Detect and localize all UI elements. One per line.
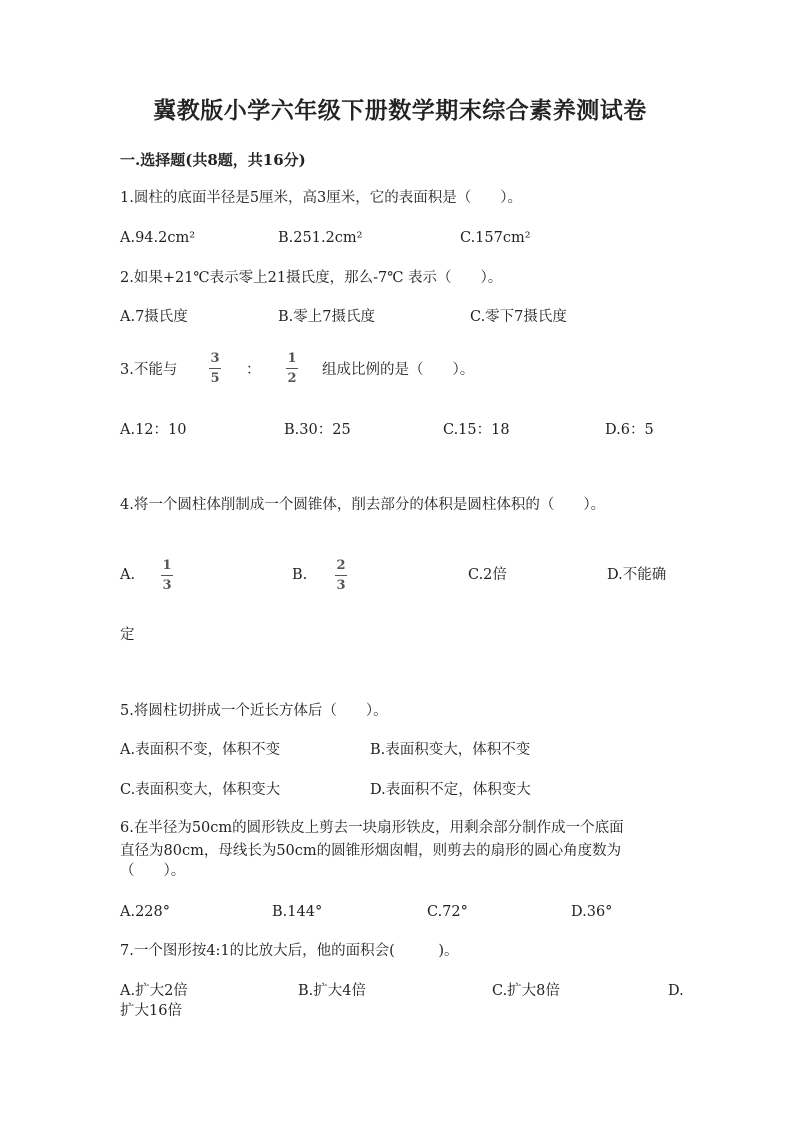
- page-title: 冀教版小学六年级下册数学期末综合素养测试卷: [153, 97, 647, 124]
- fraction-numerator: 1: [287, 351, 297, 366]
- fraction-bar: [209, 368, 221, 369]
- question-3-stem-after: 组成比例的是（ ）。: [322, 362, 475, 378]
- question-5-stem: 5.将圆柱切拼成一个近长方体后（ ）。: [120, 703, 388, 719]
- question-6-stem-line-1: 6.在半径为50cm的圆形铁皮上剪去一块扇形铁皮，用剩余部分制作成一个底面: [120, 820, 624, 836]
- question-3-option-a: A.12：10: [120, 422, 187, 438]
- fraction-numerator: 3: [210, 351, 220, 366]
- question-7-option-c: C.扩大8倍: [492, 983, 560, 999]
- fraction-bar: [286, 368, 298, 369]
- question-7-stem: 7.一个图形按4:1的比放大后，他的面积会( )。: [120, 943, 459, 959]
- question-1-option-b: B.251.2cm²: [278, 230, 363, 246]
- question-5-option-c: C.表面积变大，体积变大: [120, 782, 281, 798]
- question-3-option-d: D.6：5: [605, 422, 654, 438]
- question-5-option-d: D.表面积不定，体积变大: [370, 782, 531, 798]
- question-2-option-a: A.7摄氏度: [120, 309, 188, 325]
- question-6-stem-line-3: （ ）。: [120, 863, 186, 879]
- question-3-stem-before: 3.不能与: [120, 362, 178, 378]
- fraction-denominator: 2: [287, 371, 297, 386]
- question-4-option-b-fraction: [335, 558, 347, 593]
- question-6-option-a: A.228°: [120, 904, 171, 920]
- question-4-option-c: C.2倍: [468, 567, 507, 583]
- question-1-option-c: C.157cm²: [460, 230, 531, 246]
- question-6-option-d: D.36°: [571, 904, 613, 920]
- question-2-stem: 2.如果+21℃表示零上21摄氏度，那么-7℃ 表示（ ）。: [120, 270, 503, 286]
- question-6-option-b: B.144°: [272, 904, 323, 920]
- question-4-option-d-continued: 定: [120, 627, 135, 643]
- question-7-option-b: B.扩大4倍: [298, 983, 366, 999]
- fraction-bar: [335, 575, 347, 576]
- question-4-option-d: D.不能确: [607, 567, 667, 583]
- question-5-option-b: B.表面积变大，体积不变: [370, 742, 531, 758]
- question-3-option-c: C.15：18: [443, 422, 510, 438]
- fraction-denominator: 3: [162, 578, 172, 593]
- question-4-option-a-fraction: [161, 558, 173, 593]
- question-3-fraction-2: [286, 351, 298, 386]
- question-6-stem-line-2: 直径为80cm，母线长为50cm的圆锥形烟囱帽，则剪去的扇形的圆心角度数为: [120, 843, 622, 859]
- fraction-numerator: 1: [162, 558, 172, 573]
- fraction-numerator: 2: [336, 558, 346, 573]
- question-1-stem: 1.圆柱的底面半径是5厘米，高3厘米，它的表面积是（ ）。: [120, 190, 523, 206]
- question-4-option-b-label: B.: [292, 567, 308, 583]
- question-7-option-d: D.: [668, 983, 684, 999]
- question-7-option-d-continued: 扩大16倍: [120, 1003, 182, 1019]
- question-2-option-c: C.零下7摄氏度: [470, 309, 567, 325]
- question-7-option-a: A.扩大2倍: [120, 983, 188, 999]
- question-4-option-a-label: A.: [120, 567, 136, 583]
- question-6-option-c: C.72°: [427, 904, 468, 920]
- fraction-bar: [161, 575, 173, 576]
- question-1-option-a: A.94.2cm²: [120, 230, 196, 246]
- section-heading: 一.选择题(共8题，共16分): [120, 151, 306, 169]
- fraction-denominator: 5: [210, 371, 220, 386]
- question-5-option-a: A.表面积不变，体积不变: [120, 742, 281, 758]
- question-3-fraction-1: [209, 351, 221, 386]
- question-4-stem: 4.将一个圆柱体削制成一个圆锥体，削去部分的体积是圆柱体积的（ ）。: [120, 497, 606, 513]
- question-3-option-b: B.30：25: [284, 422, 351, 438]
- question-3-ratio-sign: ：: [246, 362, 261, 378]
- question-2-option-b: B.零上7摄氏度: [278, 309, 375, 325]
- fraction-denominator: 3: [336, 578, 346, 593]
